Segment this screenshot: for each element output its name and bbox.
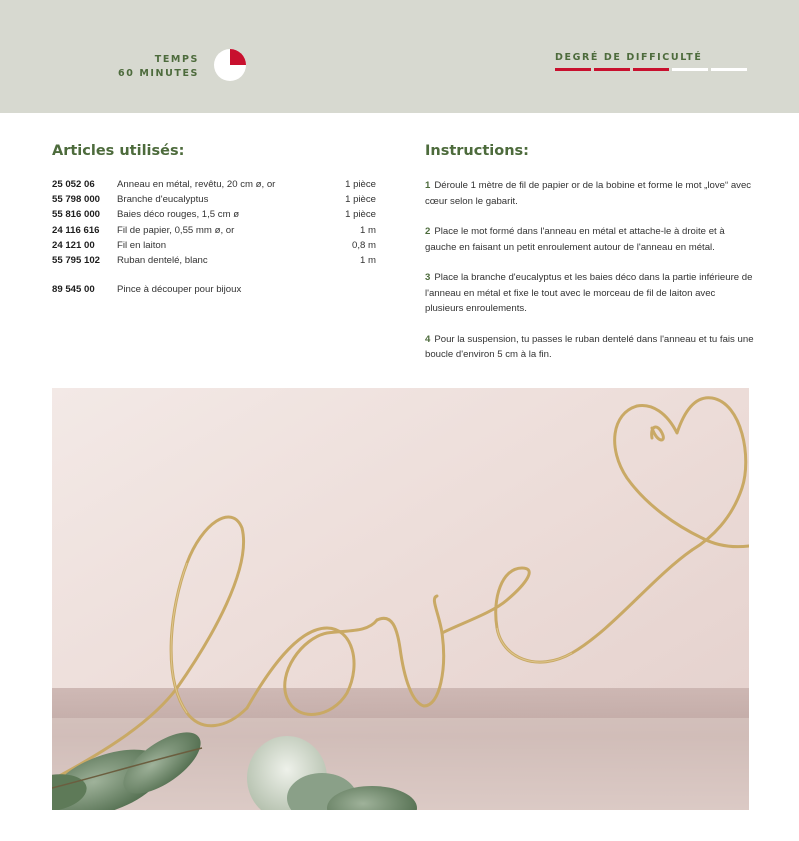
article-row [52,207,376,222]
article-code: 55 816 000 [52,209,101,221]
step-text: Pour la suspension, tu passes le ruban dentelé dans l'anneau et tu fais une boucle d'environ 5 cm à la fin. [425,333,754,360]
article-qty: 1 pièce [345,194,376,206]
difficulty-bar [594,68,630,71]
step-number: 2 [425,226,431,237]
step-text: Déroule 1 mètre de fil de papier or de la bobine et forme le mot „love“ avec cœur selon le gabarit. [425,180,752,207]
article-desc: Fil en laiton [117,239,167,251]
instruction-step [425,332,755,363]
article-row [52,223,376,238]
step-number: 4 [425,333,431,345]
articles-list [52,177,376,297]
instructions-title: Instructions: [425,143,529,159]
article-qty: 1 m [360,224,376,236]
difficulty-bars [555,68,747,71]
article-row [52,253,376,268]
time-value: 60 MINUTES [118,68,199,79]
step-number: 1 [425,180,431,191]
article-desc: Anneau en métal, revêtu, 20 cm ø, or [117,179,276,190]
article-code: 24 121 00 [52,239,95,251]
article-code: 55 798 000 [52,194,101,206]
instruction-step [425,270,755,317]
difficulty-label: DEGRÉ DE DIFFICULTÉ [555,52,703,63]
clock-pie-icon [213,48,247,82]
tool-qty [316,282,376,297]
time-label-text: TEMPS [154,54,199,65]
header-band [0,0,799,113]
time-label [118,53,199,81]
difficulty-bar [711,68,747,71]
article-desc: Branche d'eucalyptus [117,194,209,206]
time-pie-slice [230,49,246,65]
article-row [52,238,376,253]
article-qty: 1 pièce [345,209,376,221]
difficulty-bar [633,68,669,71]
tool-row [52,282,376,297]
difficulty-bar [555,68,591,71]
article-code: 24 116 616 [52,224,100,236]
instruction-step [425,224,755,255]
article-qty: 1 m [360,254,376,266]
articles-title: Articles utilisés: [52,143,185,159]
article-desc: Fil de papier, 0,55 mm ø, or [117,224,235,236]
difficulty-bar [672,68,708,71]
article-desc: Ruban dentelé, blanc [117,254,208,266]
step-text: Place le mot formé dans l'anneau en métal et attache-le à droite et à gauche en faisant un petit enroulement autour de l'anneau en métal. [425,226,725,253]
tool-desc: Pince à découper pour bijoux [117,284,242,296]
instructions-list [425,178,755,378]
tool-code: 89 545 00 [52,284,95,296]
article-code: 25 052 06 [52,179,95,190]
article-qty: 1 pièce [345,179,376,190]
article-code: 55 795 102 [52,254,101,266]
love-wire-photo [52,388,749,810]
article-row [52,192,376,207]
step-number: 3 [425,272,431,283]
article-desc: Baies déco rouges, 1,5 cm ø [117,209,240,221]
article-row [52,177,376,192]
step-text: Place la branche d'eucalyptus et les baies déco dans la partie inférieure de l'anneau en métal et fixe le tout avec le morceau de fil de laiton avec plusieurs enroulements. [425,272,753,314]
article-qty: 0,8 m [352,239,376,251]
instruction-step [425,178,755,209]
